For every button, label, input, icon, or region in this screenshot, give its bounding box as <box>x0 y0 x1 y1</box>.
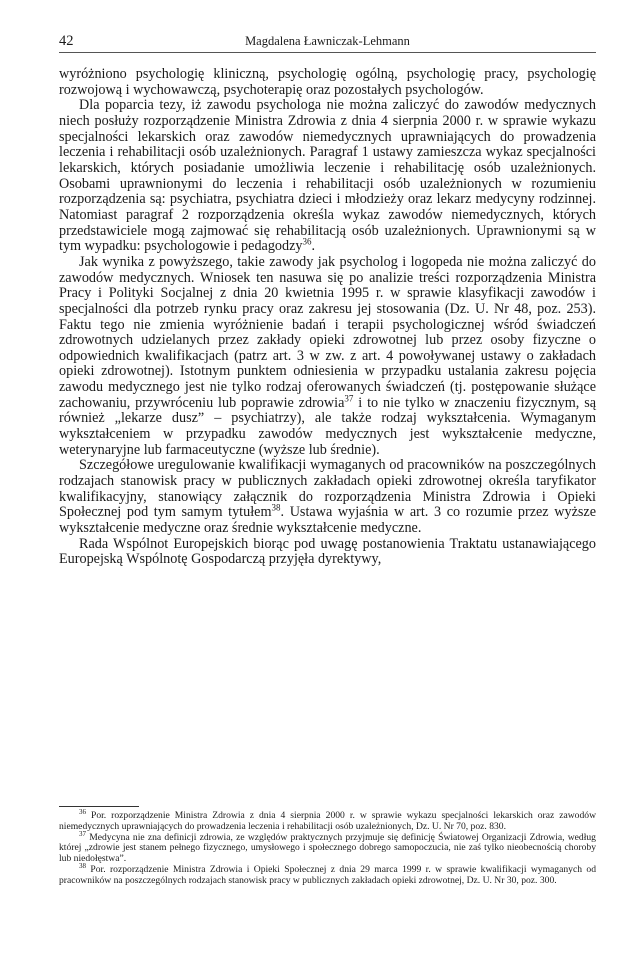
paragraph-4 <box>59 458 596 536</box>
paragraph-3 <box>59 255 596 459</box>
footnotes <box>59 807 597 887</box>
paragraph-text: i to nie tylko w znaczeniu fizycznym, są również „lekarze dusz” – psychiatrzy), ale także rodzaj wykształcenia. Wymaganym wykształceniem w przypadku zawodów medycznych jest wykształcenie medyczne, weterynaryjne lub farmaceutyczne (wyższe lub średnie). <box>59 394 597 458</box>
footnote-ref-38[interactable]: 38 <box>271 502 281 513</box>
paragraph-text: Dla poparcia tezy, iż zawodu psychologa nie można zaliczyć do zawodów medycznych niech posłuży rozporządzenie Ministra Zdrowia z dnia 4 sierpnia 2000 r. w sprawie wykazu specjalności lekarskich oraz zawodów niemedycznych uprawniających do prowadzenia leczenia i rehabilitacji osób uzależnionych. Paragraf 1 ustawy zamieszcza wykaz specjalności lekarskich, których posiadanie umożliwia leczenie i rehabilitację osób uzależnionych. Osobami uprawnionymi do leczenia i rehabilitacji osób uzależnionych w rozumieniu rozporządzenia są: psychiatra, psychiatra dzieci i młodzieży oraz lekarz medycyny rodzinnej. Natomiast paragraf 2 rozporządzenia określa wykaz zawodów niemedycznych, których przedstawiciele mogą zajmować się rehabilitacją osób uzależnionych. Uprawnionymi są w tym wypadku: psychologowie i pedagodzy <box>59 97 596 255</box>
footnote-text: Medycyna nie zna definicji zdrowia, ze względów praktycznych przyjmuje się definicję Światowej Organizacji Zdrowia, według której „zdrowie jest stanem pełnego fizycznego, umysłowego i społecznego dobrego samopoczucia, nie zaś tylko nieobecnością choroby lub niedołęstwa”. <box>59 831 596 865</box>
footnote-number: 37 <box>79 829 86 838</box>
footnote-38 <box>59 861 596 887</box>
paragraph-text: . <box>311 238 316 255</box>
paragraph-2 <box>59 98 596 255</box>
footnote-text: Por. rozporządzenie Ministra Zdrowia z dnia 4 sierpnia 2000 r. w sprawie wykazu specjalności lekarskich oraz zawodów niemedycznych uprawniających do prowadzenia leczenia i rehabilitacji osób uzależnionych, Dz. U. Nr 70, poz. 830. <box>59 810 597 832</box>
footnote-37 <box>59 829 596 865</box>
footnote-number: 36 <box>79 807 86 816</box>
running-title-author: Magdalena Ławniczak-Lehmann <box>245 34 410 48</box>
footnote-ref-36[interactable]: 36 <box>302 236 312 247</box>
paragraph-text: . Ustawa wyjaśnia w art. 3 co rozumie przez wyższe wykształcenie medyczne oraz średnie wykształcenie medyczne. <box>59 504 596 537</box>
paragraph-text: Szczegółowe uregulowanie kwalifikacji wymaganych od pracowników na poszczególnych rodzajach stanowisk pracy w publicznych zakładach opieki zdrowotnej określa taryfikator kwalifikacyjny, stanowiący załącznik do rozporządzenia Ministra Zdrowia i Opieki Społecznej pod tym samym tytułem <box>59 457 596 521</box>
body-text <box>59 67 596 568</box>
page-number: 42 <box>59 33 74 49</box>
paragraph-5 <box>59 537 596 568</box>
footnote-ref-37[interactable]: 37 <box>344 393 354 404</box>
header-rule <box>59 52 596 53</box>
footnote-number: 38 <box>79 861 86 870</box>
paragraph-text: Jak wynika z powyższego, takie zawody jak psycholog i logopeda nie można zaliczyć do zawodów medycznych. Wniosek ten nasuwa się po analizie treści rozporządzenia Ministra Pracy i Polityki Socjalnej z dnia 20 kwietnia 1995 r. w sprawie klasyfikacji zawodów i specjalności dla potrzeb rynku pracy oraz zakresu jej stosowania (Dz. U. Nr 48, poz. 253). Faktu tego nie zmienia wyróżnienie badań i terapii psychologicznej wśród świadczeń zdrowotnych udzielanych przez zakłady opieki zdrowotnej lub przez osoby fizyczne o odpowiednich kwalifikacjach (patrz art. 3 w zw. z art. 4 powoływanej ustawy o zakładach opieki zdrowotnej). Istotnym punktem odniesienia w przypadku ustalania zakresu pojęcia zawodu medycznego jest nie tylko rodzaj oferowanych świadczeń (tj. postępowanie służące zachowaniu, przywróceniu lub poprawie zdrowia <box>59 253 596 411</box>
paragraph-text: Rada Wspólnot Europejskich biorąc pod uwagę postanowienia Traktatu ustanawiającego Europejską Wspólnotę Gospodarczą przyjęła dyrektywy, <box>59 535 596 568</box>
footnote-text: Por. rozporządzenie Ministra Zdrowia i Opieki Społecznej z dnia 29 marca 1999 r. w sprawie kwalifikacji wymaganych od pracowników na poszczególnych rodzajach stanowisk pracy w publicznych zakładach opieki zdrowotnej, Dz. U. Nr 30, poz. 300. <box>59 863 596 886</box>
paragraph-text: wyróżniono psychologię kliniczną, psychologię ogólną, psychologię pracy, psychologię rozwojową i wychowawczą, psychoterapię oraz pozostałych psychologów. <box>59 66 596 98</box>
footnote-36 <box>59 807 597 833</box>
running-head <box>59 33 596 52</box>
footnote-separator <box>59 806 139 807</box>
paragraph-1 <box>59 67 596 98</box>
